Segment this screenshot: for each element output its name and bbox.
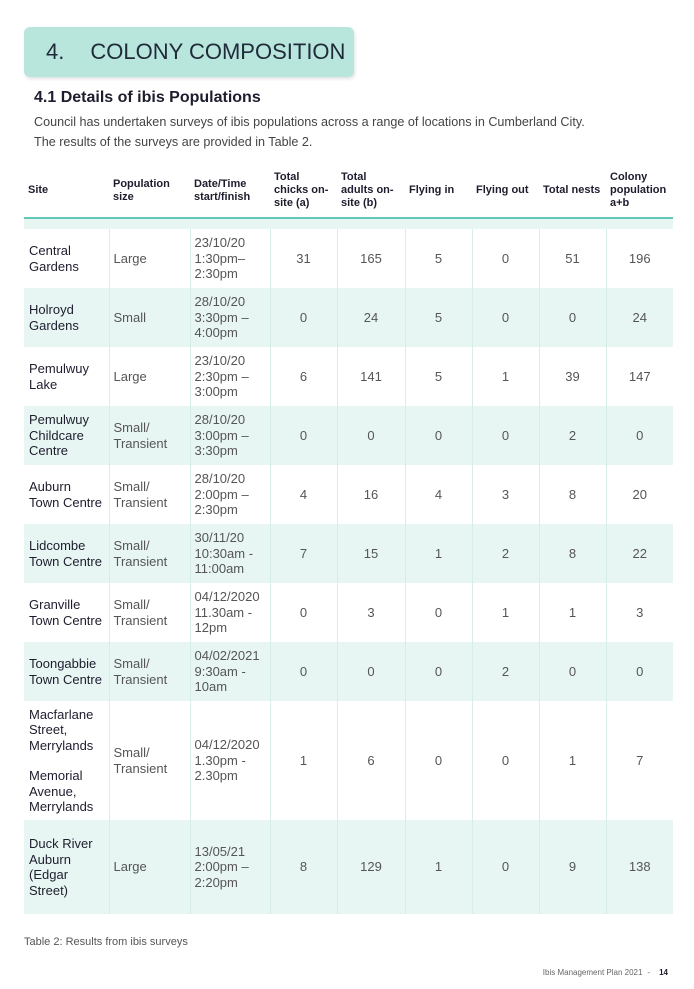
col-header-total-nests: Total nests (539, 164, 606, 218)
col-header-site: Site (24, 164, 109, 218)
cell-population: 138 (606, 820, 673, 914)
cell-datetime: 23/10/20 1:30pm–2:30pm (190, 229, 270, 288)
table-row (24, 642, 673, 701)
cell-chicks: 1 (270, 701, 337, 820)
cell-site: Toongabbie Town Centre (24, 642, 109, 701)
cell-flying-out: 2 (472, 642, 539, 701)
cell-size: Small/ Transient (109, 465, 190, 524)
col-header-datetime: Date/Time start/finish (190, 164, 270, 218)
cell-population: 22 (606, 524, 673, 583)
footer-separator: - (647, 968, 651, 977)
cell-flying-out: 0 (472, 820, 539, 914)
cell-chicks: 31 (270, 229, 337, 288)
cell-size: Small/ Transient (109, 701, 190, 820)
cell-population: 0 (606, 642, 673, 701)
table-header-row (24, 164, 673, 218)
cell-chicks: 4 (270, 465, 337, 524)
table-row (24, 524, 673, 583)
cell-flying-in: 1 (405, 820, 472, 914)
cell-adults: 0 (337, 406, 405, 465)
table-row (24, 701, 673, 820)
cell-nests: 51 (539, 229, 606, 288)
cell-nests: 39 (539, 347, 606, 406)
cell-flying-in: 5 (405, 288, 472, 347)
cell-size: Large (109, 347, 190, 406)
table-row (24, 820, 673, 914)
subsection-title: 4.1 Details of ibis Populations (34, 89, 261, 106)
intro-line: Council has undertaken surveys of ibis populations across a range of locations in Cumberland City. (34, 115, 585, 129)
cell-population: 7 (606, 701, 673, 820)
site-name: Memorial Avenue, Merrylands (29, 768, 94, 814)
cell-size: Small/ Transient (109, 524, 190, 583)
cell-size: Large (109, 229, 190, 288)
cell-nests: 0 (539, 288, 606, 347)
section-banner (24, 27, 354, 77)
cell-site: Lidcombe Town Centre (24, 524, 109, 583)
intro-line: The results of the surveys are provided in Table 2. (34, 135, 313, 149)
site-name: Macfarlane Street, Merrylands (29, 706, 94, 753)
cell-nests: 8 (539, 524, 606, 583)
cell-size: Small (109, 288, 190, 347)
cell-flying-out: 3 (472, 465, 539, 524)
cell-datetime: 04/02/2021 9:30am - 10am (190, 642, 270, 701)
col-header-adults: Total adults on-site (b) (337, 164, 405, 218)
cell-site: Auburn Town Centre (24, 465, 109, 524)
cell-chicks: 0 (270, 642, 337, 701)
cell-flying-in: 4 (405, 465, 472, 524)
col-header-flying-out: Flying out (472, 164, 539, 218)
cell-site: Granville Town Centre (24, 583, 109, 642)
table-row (24, 465, 673, 524)
col-header-chicks: Total chicks on-site (a) (270, 164, 337, 218)
cell-adults: 165 (337, 229, 405, 288)
cell-adults: 15 (337, 524, 405, 583)
cell-population: 3 (606, 583, 673, 642)
cell-size: Small/ Transient (109, 583, 190, 642)
cell-site (24, 701, 109, 820)
table-row (24, 288, 673, 347)
cell-site: Pemulwuy Lake (24, 347, 109, 406)
cell-population: 196 (606, 229, 673, 288)
cell-chicks: 0 (270, 583, 337, 642)
cell-population: 0 (606, 406, 673, 465)
cell-chicks: 7 (270, 524, 337, 583)
cell-flying-out: 2 (472, 524, 539, 583)
cell-flying-in: 0 (405, 642, 472, 701)
col-header-flying-in: Flying in (405, 164, 472, 218)
cell-flying-in: 0 (405, 583, 472, 642)
cell-nests: 1 (539, 701, 606, 820)
cell-nests: 2 (539, 406, 606, 465)
cell-flying-out: 0 (472, 406, 539, 465)
cell-chicks: 0 (270, 288, 337, 347)
cell-adults: 16 (337, 465, 405, 524)
table-row (24, 406, 673, 465)
cell-datetime: 28/10/20 2:00pm – 2:30pm (190, 465, 270, 524)
cell-datetime: 28/10/20 3:00pm – 3:30pm (190, 406, 270, 465)
ibis-survey-table (24, 164, 673, 914)
cell-flying-in: 1 (405, 524, 472, 583)
cell-flying-out: 0 (472, 288, 539, 347)
cell-adults: 141 (337, 347, 405, 406)
cell-flying-in: 5 (405, 347, 472, 406)
cell-population: 147 (606, 347, 673, 406)
cell-nests: 8 (539, 465, 606, 524)
cell-nests: 9 (539, 820, 606, 914)
cell-site: Holroyd Gardens (24, 288, 109, 347)
cell-chicks: 8 (270, 820, 337, 914)
cell-datetime: 23/10/20 2:30pm – 3:00pm (190, 347, 270, 406)
cell-nests: 0 (539, 642, 606, 701)
cell-datetime: 13/05/21 2:00pm – 2:20pm (190, 820, 270, 914)
table-spacer (24, 218, 673, 229)
cell-flying-in: 5 (405, 229, 472, 288)
cell-datetime: 04/12/2020 1.30pm - 2.30pm (190, 701, 270, 820)
page-number: 14 (659, 968, 668, 977)
cell-flying-out: 1 (472, 583, 539, 642)
table-row (24, 583, 673, 642)
cell-size: Large (109, 820, 190, 914)
intro-text (34, 112, 654, 152)
cell-chicks: 0 (270, 406, 337, 465)
cell-adults: 129 (337, 820, 405, 914)
cell-adults: 6 (337, 701, 405, 820)
footer-doc-title: Ibis Management Plan 2021 (542, 968, 643, 977)
cell-size: Small/ Transient (109, 406, 190, 465)
col-header-colony-population: Colony population a+b (606, 164, 673, 218)
cell-flying-out: 1 (472, 347, 539, 406)
cell-chicks: 6 (270, 347, 337, 406)
cell-adults: 0 (337, 642, 405, 701)
cell-nests: 1 (539, 583, 606, 642)
cell-flying-out: 0 (472, 229, 539, 288)
cell-adults: 24 (337, 288, 405, 347)
cell-population: 24 (606, 288, 673, 347)
cell-size: Small/ Transient (109, 642, 190, 701)
cell-site: Central Gardens (24, 229, 109, 288)
cell-datetime: 04/12/2020 11.30am - 12pm (190, 583, 270, 642)
col-header-population-size: Population size (109, 164, 190, 218)
cell-flying-out: 0 (472, 701, 539, 820)
cell-site: Duck River Auburn (Edgar Street) (24, 820, 109, 914)
cell-datetime: 30/11/20 10:30am - 11:00am (190, 524, 270, 583)
table-caption: Table 2: Results from ibis surveys (24, 936, 188, 948)
cell-flying-in: 0 (405, 406, 472, 465)
cell-population: 20 (606, 465, 673, 524)
table-row (24, 347, 673, 406)
section-title: COLONY COMPOSITION (90, 39, 346, 64)
cell-adults: 3 (337, 583, 405, 642)
cell-site: Pemulwuy Childcare Centre (24, 406, 109, 465)
cell-datetime: 28/10/20 3:30pm – 4:00pm (190, 288, 270, 347)
cell-flying-in: 0 (405, 701, 472, 820)
section-number: 4. (46, 39, 65, 64)
table-row (24, 229, 673, 288)
page-footer (543, 968, 668, 977)
